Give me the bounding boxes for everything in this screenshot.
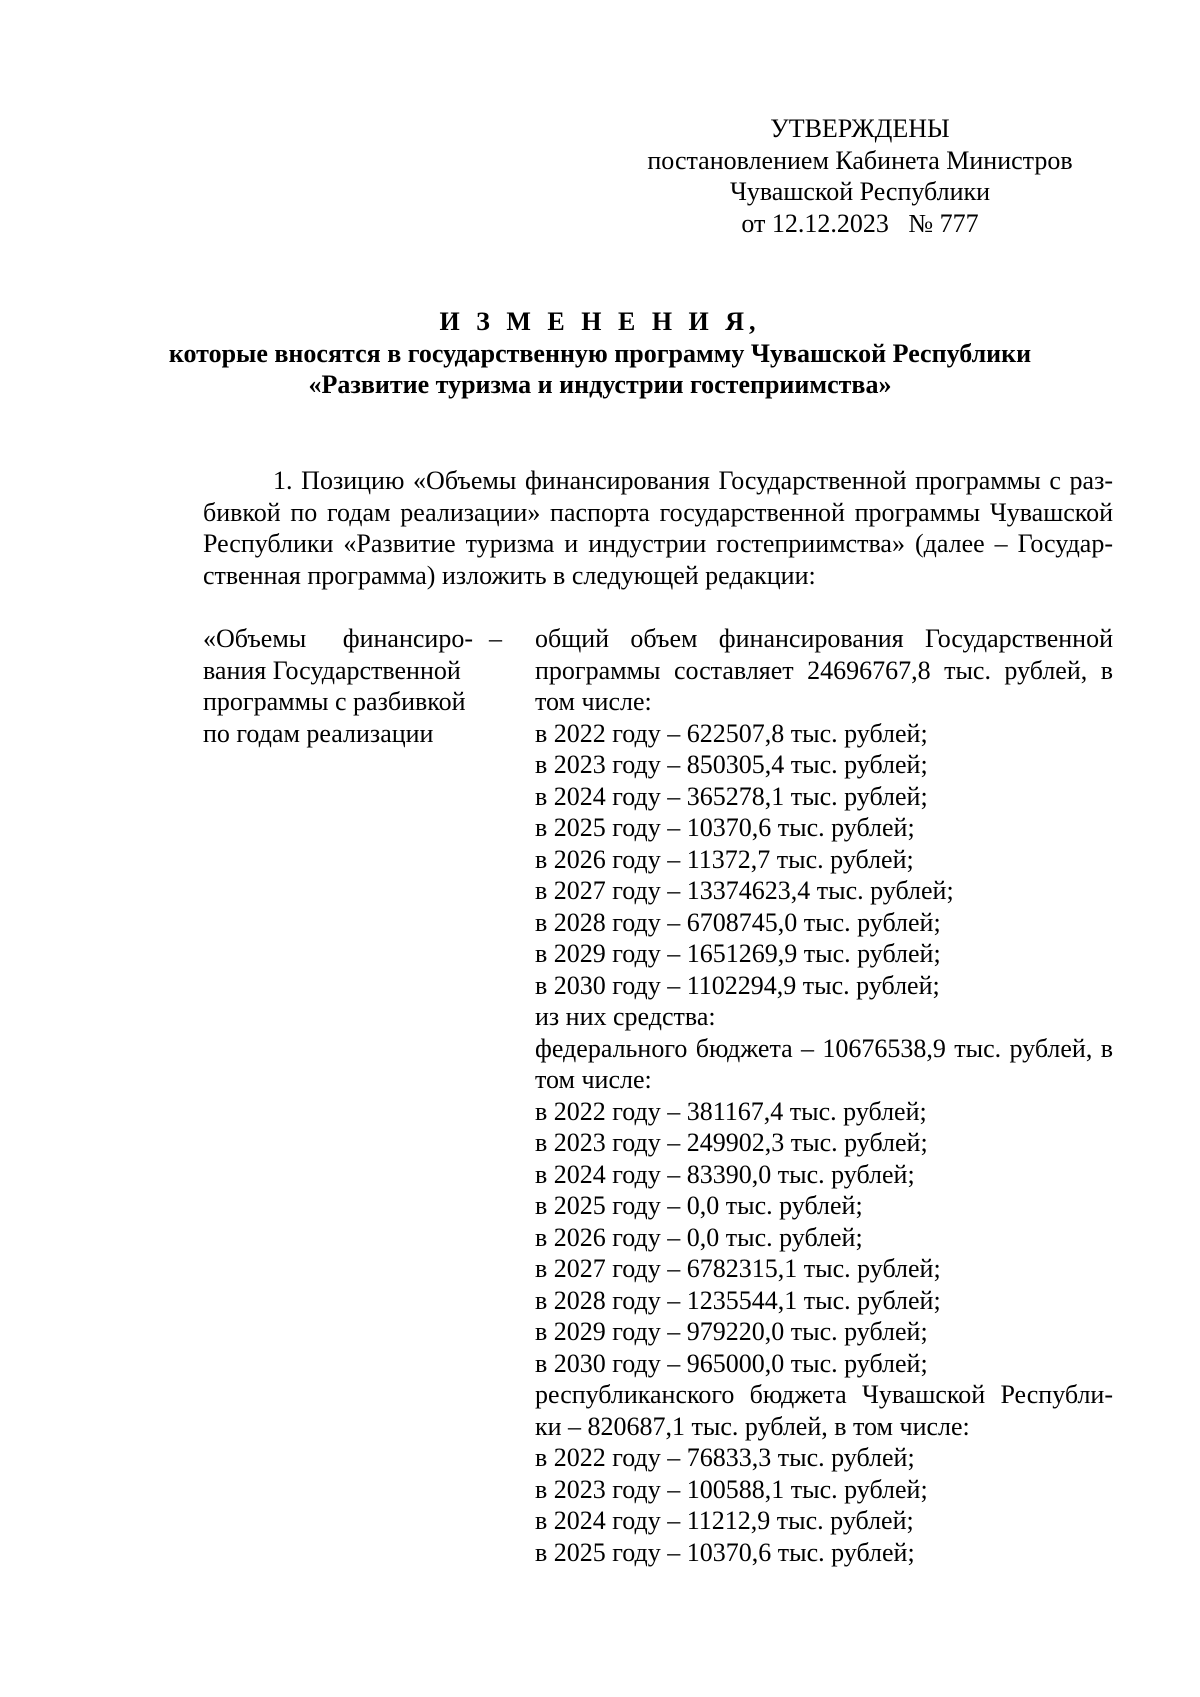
value-line: в 2024 году – 83390,0 тыс. рублей;: [535, 1159, 915, 1189]
title-subject: которые вносятся в государственную программу Чувашской Республики: [168, 338, 1032, 368]
value-line: в 2030 году – 1102294,9 тыс. рублей;: [535, 970, 940, 1000]
value-line: республиканского бюджета Чувашской Республи-: [535, 1380, 1113, 1409]
value-line: в 2022 году – 76833,3 тыс. рублей;: [535, 1443, 915, 1472]
value-line: в 2022 году – 622507,8 тыс. рублей;: [535, 718, 928, 748]
value-line: том числе:: [535, 1065, 652, 1094]
value-line: федерального бюджета – 10676538,9 тыс. рублей, в: [535, 1033, 1113, 1063]
value-line: том числе:: [535, 687, 652, 716]
label-line: вания Государственной: [203, 655, 461, 685]
value-line: в 2025 году – 10370,6 тыс. рублей;: [535, 813, 915, 842]
value-line: в 2025 году – 0,0 тыс. рублей;: [535, 1191, 863, 1220]
value-line: в 2023 году – 850305,4 тыс. рублей;: [535, 750, 928, 779]
value-line: в 2026 году – 11372,7 тыс. рублей;: [535, 844, 914, 874]
document-title: [150, 306, 1050, 401]
value-line: общий объем финансирования Государственной: [535, 624, 1113, 653]
paragraph-line: бивкой по годам реализации» паспорта государственной программы Чувашской: [203, 497, 1113, 527]
paragraph-line: 1. Позицию «Объемы финансирования Государственной программы с раз-: [273, 466, 1113, 495]
title-program-name: «Развитие туризма и индустрии гостеприимства»: [308, 370, 892, 399]
title-changes: И З М Е Н Е Н И Я,: [439, 307, 761, 336]
approval-authority: постановлением Кабинета Министров: [647, 145, 1073, 175]
label-line: по годам реализации: [203, 718, 434, 748]
value-line: в 2026 году – 0,0 тыс. рублей;: [535, 1222, 863, 1252]
value-line: в 2030 году – 965000,0 тыс. рублей;: [535, 1348, 928, 1378]
value-line: в 2023 году – 100588,1 тыс. рублей;: [535, 1474, 928, 1504]
paragraph-line: ственная программа) изложить в следующей редакции:: [203, 560, 816, 590]
approval-heading: УТВЕРЖДЕНЫ: [770, 114, 950, 143]
value-line: программы составляет 24696767,8 тыс. рублей, в: [535, 655, 1113, 685]
approval-date-number: от 12.12.2023 № 777: [741, 208, 979, 238]
value-line: в 2029 году – 979220,0 тыс. рублей;: [535, 1317, 928, 1346]
value-line: в 2028 году – 6708745,0 тыс. рублей;: [535, 907, 941, 937]
position-value: [535, 623, 1113, 1568]
value-line: в 2024 году – 11212,9 тыс. рублей;: [535, 1506, 914, 1535]
value-line: в 2023 году – 249902,3 тыс. рублей;: [535, 1128, 928, 1157]
label-line: «Объемы финансиро-: [203, 624, 473, 653]
value-line: в 2025 году – 10370,6 тыс. рублей;: [535, 1537, 915, 1567]
value-line: в 2028 году – 1235544,1 тыс. рублей;: [535, 1285, 941, 1315]
paragraph-1: [203, 465, 1113, 591]
value-line: в 2027 году – 6782315,1 тыс. рублей;: [535, 1254, 941, 1283]
position-label: [203, 623, 473, 749]
value-line: в 2027 году – 13374623,4 тыс. рублей;: [535, 876, 954, 905]
label-line: программы с разбивкой: [203, 687, 466, 716]
value-line: в 2029 году – 1651269,9 тыс. рублей;: [535, 939, 941, 968]
approval-stamp: [600, 113, 1120, 239]
value-line: в 2022 году – 381167,4 тыс. рублей;: [535, 1096, 927, 1126]
position-dash: –: [489, 624, 502, 653]
value-line: из них средства:: [535, 1002, 716, 1031]
value-line: в 2024 году – 365278,1 тыс. рублей;: [535, 781, 928, 811]
approval-republic: Чувашской Республики: [729, 177, 991, 206]
paragraph-line: Республики «Развитие туризма и индустрии гостеприимства» (далее – Государ-: [203, 529, 1113, 558]
value-line: ки – 820687,1 тыс. рублей, в том числе:: [535, 1411, 970, 1441]
